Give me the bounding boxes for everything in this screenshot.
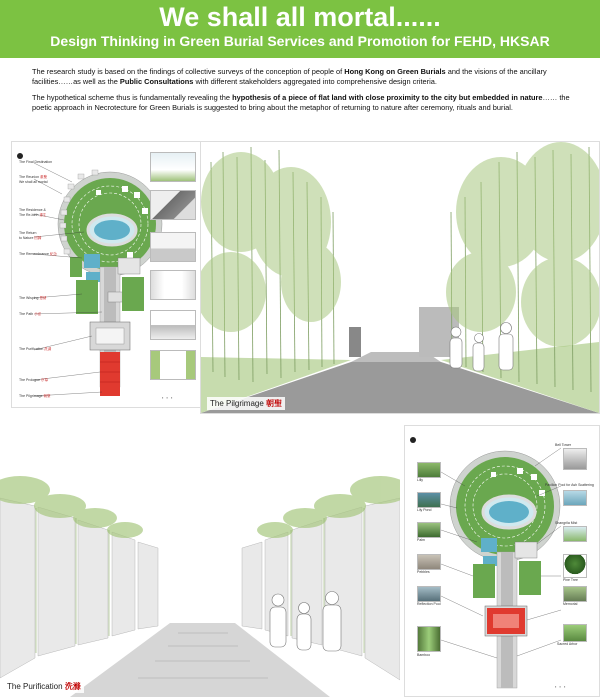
studio-mark: ▪ ▪ ▪ xyxy=(162,395,174,400)
photo-bell-tower xyxy=(563,448,587,470)
photo-label: Lilly xyxy=(417,478,424,482)
plan-label: The Purification 洗滌 xyxy=(19,347,52,351)
plan-label: The Return xyxy=(19,231,37,235)
sketch-thumbnail xyxy=(150,152,196,182)
photo-label: Pebbles xyxy=(417,570,430,574)
plan-label: The Wisping 思緒 xyxy=(19,296,47,300)
photo-label: Shangrila Mist xyxy=(555,521,578,525)
plan-label: The Pilgrimage 朝聖 xyxy=(19,394,51,398)
intro-text-run: The hypothetical scheme thus is fundamentally revealing the xyxy=(32,93,233,103)
photo-label: Bell Tower xyxy=(555,443,572,447)
intro-bold-run: hypothesis of a piece of flat land with close proximity to the city but embedded in nature xyxy=(232,93,543,103)
intro-text-run: and the visions of the ancillary facilities……as well as the xyxy=(32,67,547,86)
photo-label: Bamboo xyxy=(417,653,431,657)
photo-lily-pond xyxy=(417,492,441,508)
photo-memorial xyxy=(563,586,587,602)
photo-lilly xyxy=(417,462,441,478)
plan-label: The Final Destination xyxy=(19,160,53,164)
intro-text xyxy=(32,67,572,119)
photo-bamboo xyxy=(417,626,441,652)
photo-label: Lily Pond xyxy=(417,508,432,512)
photo-palm xyxy=(417,522,441,538)
intro-paragraph-2 xyxy=(32,93,572,112)
plan-label: The Residence & xyxy=(19,208,46,212)
intro-paragraph-1 xyxy=(32,67,572,86)
intro-text-run: with different stakeholders aggregated into comprehensive design criteria. xyxy=(193,76,437,86)
sketch-thumbnail xyxy=(150,350,196,380)
pilgrimage-perspective xyxy=(200,141,600,414)
photo-label: Pavilion Pool for Ash Scattering xyxy=(545,483,594,487)
plan-label: The Prologue 序幕 xyxy=(19,378,48,382)
photo-label: Reflection Pool xyxy=(417,602,441,606)
studio-mark: ▪ ▪ ▪ xyxy=(555,684,567,689)
purification-caption: The Purification 洗滌 xyxy=(4,680,84,693)
purification-perspective xyxy=(0,418,400,697)
page-subtitle: Design Thinking in Green Burial Services and Promotion for FEHD, HKSAR xyxy=(50,33,550,49)
plan-label: to Nature 回歸 xyxy=(19,236,42,240)
photo-pine-tree xyxy=(563,554,587,578)
site-plan-panel-1 xyxy=(11,141,201,408)
plan-label: We shall all mortal xyxy=(19,180,48,184)
plan-label: The Reunion 重聚 xyxy=(19,175,48,179)
intro-text-run: The research study is based on the findings of collective surveys of the conception of people of xyxy=(32,67,345,76)
intro-text-run: …… the poetic approach in Necrotecture for Green Burials is suggested to bring about the metaphor of returning to nature after ceremony, rituals and burial. xyxy=(32,93,570,112)
photo-shangrila-mist xyxy=(563,526,587,542)
photo-label: Pine Tree xyxy=(563,578,578,582)
photo-reflection-pool xyxy=(417,586,441,602)
plan-label: The Remembrance 紀念 xyxy=(19,252,57,256)
pilgrimage-drawing xyxy=(201,142,599,413)
photo-sacred-arbor xyxy=(563,624,587,642)
intro-bold-run: Hong Kong on Green Burials xyxy=(344,67,446,76)
photo-label: Memorial xyxy=(563,602,578,606)
photo-label: Sacred Arbor xyxy=(557,642,578,646)
plan-label: The Path 小徑 xyxy=(19,312,42,316)
pilgrimage-caption: The Pilgrimage 朝聖 xyxy=(207,397,285,410)
sketch-thumbnail xyxy=(150,190,196,220)
header-banner xyxy=(0,0,600,58)
sketch-thumbnail xyxy=(150,310,196,340)
photo-label: Palm xyxy=(417,538,425,542)
page-title: We shall all mortal...... xyxy=(159,2,441,32)
purification-drawing xyxy=(0,418,400,697)
intro-bold-run: Public Consultations xyxy=(119,76,194,86)
photo-pebbles xyxy=(417,554,441,570)
sketch-thumbnail xyxy=(150,232,196,262)
photo-pavilion-pool xyxy=(563,490,587,506)
plan-label: The Re-birth 重生 xyxy=(19,213,47,217)
site-plan-panel-2 xyxy=(404,425,600,697)
sketch-thumbnail xyxy=(150,270,196,300)
